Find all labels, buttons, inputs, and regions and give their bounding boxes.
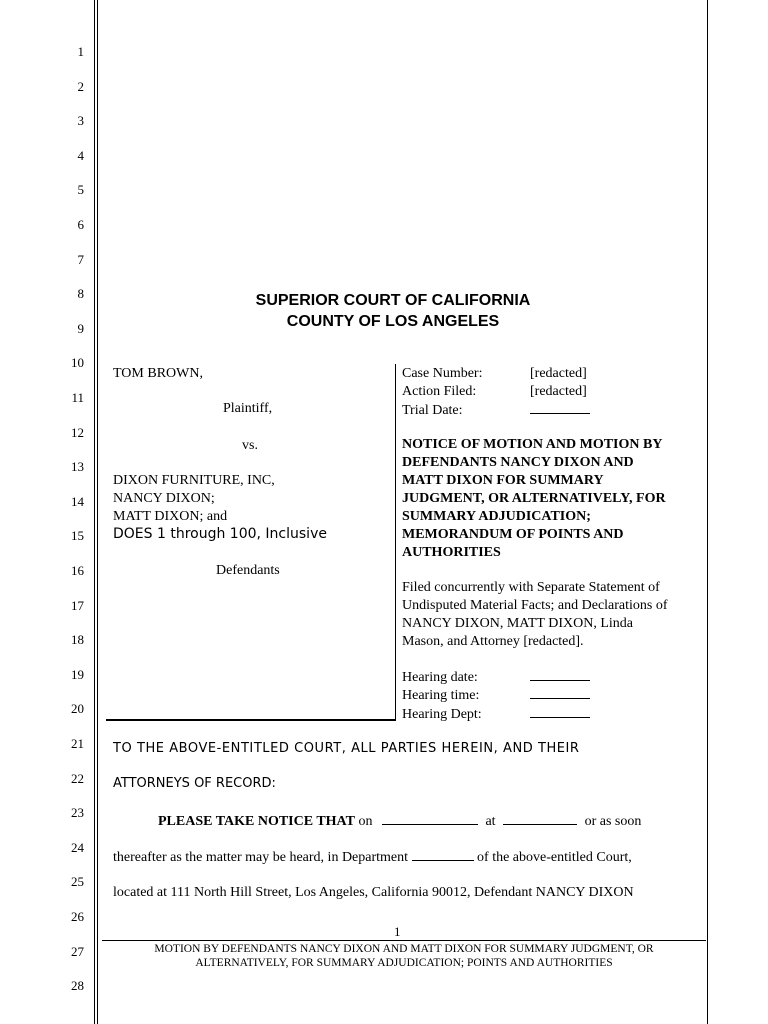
body-line-address: located at 111 North Hill Street, Los Angeles, California 90012, Defendant NANCY DIXON: [113, 885, 634, 900]
defendants-role: Defendants: [216, 563, 280, 578]
case-number-row: [402, 365, 702, 383]
filed-concurrently-line: NANCY DIXON, MATT DIXON, Linda: [402, 616, 633, 631]
left-margin-rule-inner: [97, 0, 98, 1024]
notice-date-blank: [382, 812, 478, 825]
body-line-notice: [113, 812, 677, 831]
court-county: COUNTY OF LOS ANGELES: [286, 313, 500, 330]
footer-line: MOTION BY DEFENDANTS NANCY DIXON AND MATT DIXON FOR SUMMARY JUDGMENT, OR: [154, 943, 654, 955]
defendant-entry: DOES 1 through 100, Inclusive: [113, 526, 327, 542]
line-number: 1: [77, 44, 84, 59]
body-line-salutation: TO THE ABOVE-ENTITLED COURT, ALL PARTIES HEREIN, AND THEIR: [113, 741, 580, 756]
hearing-date-label: Hearing date:: [402, 670, 478, 685]
page-number: 1: [394, 924, 401, 939]
hearing-dept-blank: [530, 705, 590, 718]
action-filed-label: Action Filed:: [402, 384, 477, 399]
footer-title: [102, 942, 706, 970]
document-title-line: SUMMARY ADJUDICATION;: [402, 509, 591, 524]
body-line-attorneys: ATTORNEYS OF RECORD:: [113, 776, 276, 791]
caption-bottom-rule: [106, 719, 396, 721]
line-number: 10: [71, 355, 84, 371]
department-blank: [412, 848, 474, 861]
line-number: 28: [71, 978, 84, 994]
caption-vertical-rule: [395, 364, 396, 720]
notice-time-blank: [503, 812, 577, 825]
line-number: 8: [77, 286, 84, 302]
notice-rest: or as soon: [584, 814, 642, 829]
line-number: 4: [77, 147, 84, 163]
right-margin-rule: [707, 0, 708, 1024]
document-title-line: MEMORANDUM OF POINTS AND: [402, 527, 624, 542]
line-number: 12: [71, 424, 84, 440]
hearing-time-row: [402, 686, 702, 705]
document-title-line: JUDGMENT, OR ALTERNATIVELY, FOR: [402, 491, 666, 506]
hearing-date-blank: [530, 668, 590, 681]
notice-heading: PLEASE TAKE NOTICE THAT: [158, 814, 355, 829]
defendant-entry: NANCY DIXON;: [113, 491, 215, 506]
filed-concurrently-line: Filed concurrently with Separate Statement of: [402, 580, 660, 595]
document-title-line: MATT DIXON FOR SUMMARY: [402, 473, 604, 488]
left-margin-rule-outer: [94, 0, 95, 1024]
hearing-dept-label: Hearing Dept:: [402, 707, 482, 722]
case-number-label: Case Number:: [402, 366, 483, 381]
notice-at: at: [485, 814, 496, 829]
trial-date-label: Trial Date:: [402, 403, 463, 418]
document-title-line: DEFENDANTS NANCY DIXON AND: [402, 455, 634, 470]
line-number: 15: [71, 528, 84, 544]
line-number: 27: [71, 943, 84, 959]
body-line-department: [113, 848, 677, 867]
department-text-rest: of the above-entitled Court,: [477, 850, 632, 865]
trial-date-blank: [530, 401, 590, 414]
line-number: 17: [71, 597, 84, 613]
hearing-time-label: Hearing time:: [402, 688, 480, 703]
line-number: 6: [77, 217, 84, 232]
hearing-dept-row: [402, 705, 702, 724]
line-number: 24: [71, 839, 84, 855]
defendant-entry: DIXON FURNITURE, INC,: [113, 473, 275, 488]
trial-date-row: [402, 401, 702, 420]
filed-concurrently-note: [402, 579, 702, 651]
line-number: 16: [71, 563, 84, 578]
notice-on: on: [358, 814, 373, 829]
case-number-value: [redacted]: [530, 366, 587, 381]
action-filed-row: [402, 383, 702, 401]
line-number: 23: [71, 805, 84, 821]
plaintiff-role: Plaintiff,: [223, 401, 273, 416]
line-number: 26: [71, 909, 84, 924]
line-number: 18: [71, 632, 84, 648]
line-number: 2: [77, 78, 84, 94]
line-number: 5: [77, 182, 84, 198]
hearing-date-row: [402, 668, 702, 687]
filed-concurrently-line: Mason, and Attorney [redacted].: [402, 634, 584, 649]
line-number: 9: [77, 320, 84, 336]
line-number: 11: [71, 390, 84, 405]
footer-line: ALTERNATIVELY, FOR SUMMARY ADJUDICATION; POINTS AND AUTHORITIES: [195, 957, 613, 969]
hearing-time-blank: [530, 686, 590, 699]
footer-rule: [102, 940, 706, 941]
court-name: SUPERIOR COURT OF CALIFORNIA: [255, 292, 531, 309]
line-number: 7: [77, 251, 84, 267]
document-title-line: AUTHORITIES: [402, 545, 501, 560]
line-number: 19: [71, 666, 84, 682]
line-number: 21: [71, 736, 84, 751]
line-number: 20: [71, 701, 84, 717]
versus-label: vs.: [242, 438, 258, 453]
plaintiff-name: TOM BROWN,: [113, 366, 203, 381]
line-number: 13: [71, 459, 84, 475]
document-title-line: NOTICE OF MOTION AND MOTION BY: [402, 437, 663, 452]
line-number: 3: [77, 113, 84, 129]
defendant-entry: MATT DIXON; and: [113, 509, 228, 524]
filed-concurrently-line: Undisputed Material Facts; and Declarations of: [402, 598, 668, 613]
line-number: 22: [71, 770, 84, 786]
department-text: thereafter as the matter may be heard, in Department: [113, 850, 409, 865]
line-number: 14: [71, 493, 84, 509]
line-number: 25: [71, 874, 84, 890]
action-filed-value: [redacted]: [530, 384, 587, 399]
document-title: [402, 436, 702, 562]
